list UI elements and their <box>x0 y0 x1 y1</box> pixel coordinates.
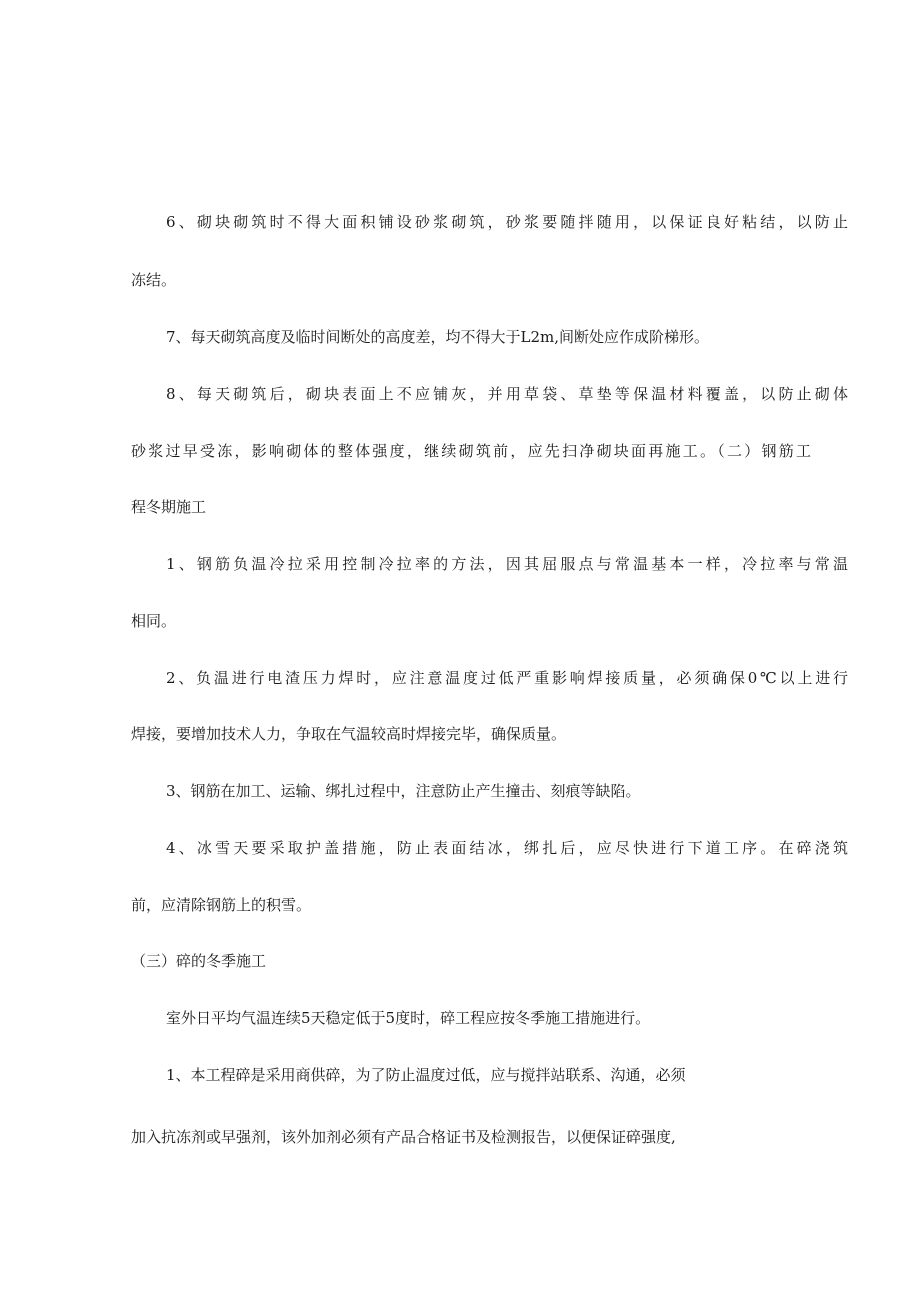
steel-item-4-line-1: 4、冰雪天要采取护盖措施，防止表面结冰，绑扎后，应尽快进行下道工序。在碎浇筑 <box>166 839 848 857</box>
steel-item-4-line-2: 前，应清除钢筋上的积雪。 <box>131 896 312 914</box>
paragraph-6-line-1: 6、砌块砌筑时不得大面积铺设砂浆砌筑，砂浆要随拌随用，以保证良好粘结，以防止 <box>166 213 848 231</box>
steel-item-1-line-1: 1、钢筋负温冷拉采用控制冷拉率的方法，因其屈服点与常温基本一样，冷拉率与常温 <box>166 555 848 573</box>
paragraph-8-line-2: 砂浆过早受冻，影响砌体的整体强度，继续砌筑前，应先扫净砌块面再施工。（二）钢筋工 <box>131 442 811 460</box>
paragraph-7: 7、每天砌筑高度及临时间断处的高度差，均不得大于L2m,间断处应作成阶梯形。 <box>166 328 710 346</box>
section-3-heading: （三）碎的冬季施工 <box>131 952 267 970</box>
steel-item-1-line-2: 相同。 <box>131 612 177 630</box>
section-2-heading-tail: 程冬期施工 <box>131 498 207 516</box>
concrete-item-1-line-1: 1、本工程碎是采用商供碎，为了防止温度过低，应与搅拌站联系、沟通，必须 <box>166 1066 686 1084</box>
paragraph-8-line-1: 8、每天砌筑后，砌块表面上不应铺灰，并用草袋、草垫等保温材料覆盖，以防止砌体 <box>166 385 848 403</box>
paragraph-6-line-2: 冻结。 <box>131 271 177 289</box>
steel-item-2-line-1: 2、负温进行电渣压力焊时，应注意温度过低严重影响焊接质量，必须确保0℃以上进行 <box>166 669 848 687</box>
concrete-item-1-line-2: 加入抗冻剂或早强剂，该外加剂必须有产品合格证书及检测报告，以便保证碎强度, <box>131 1128 676 1146</box>
steel-item-3: 3、钢筋在加工、运输、绑扎过程中，注意防止产生撞击、刻痕等缺陷。 <box>166 782 641 800</box>
steel-item-2-line-2: 焊接，要增加技术人力，争取在气温较高时焊接完毕，确保质量。 <box>131 725 567 743</box>
concrete-intro: 室外日平均气温连续5天稳定低于5度时，碎工程应按冬季施工措施进行。 <box>166 1009 651 1027</box>
